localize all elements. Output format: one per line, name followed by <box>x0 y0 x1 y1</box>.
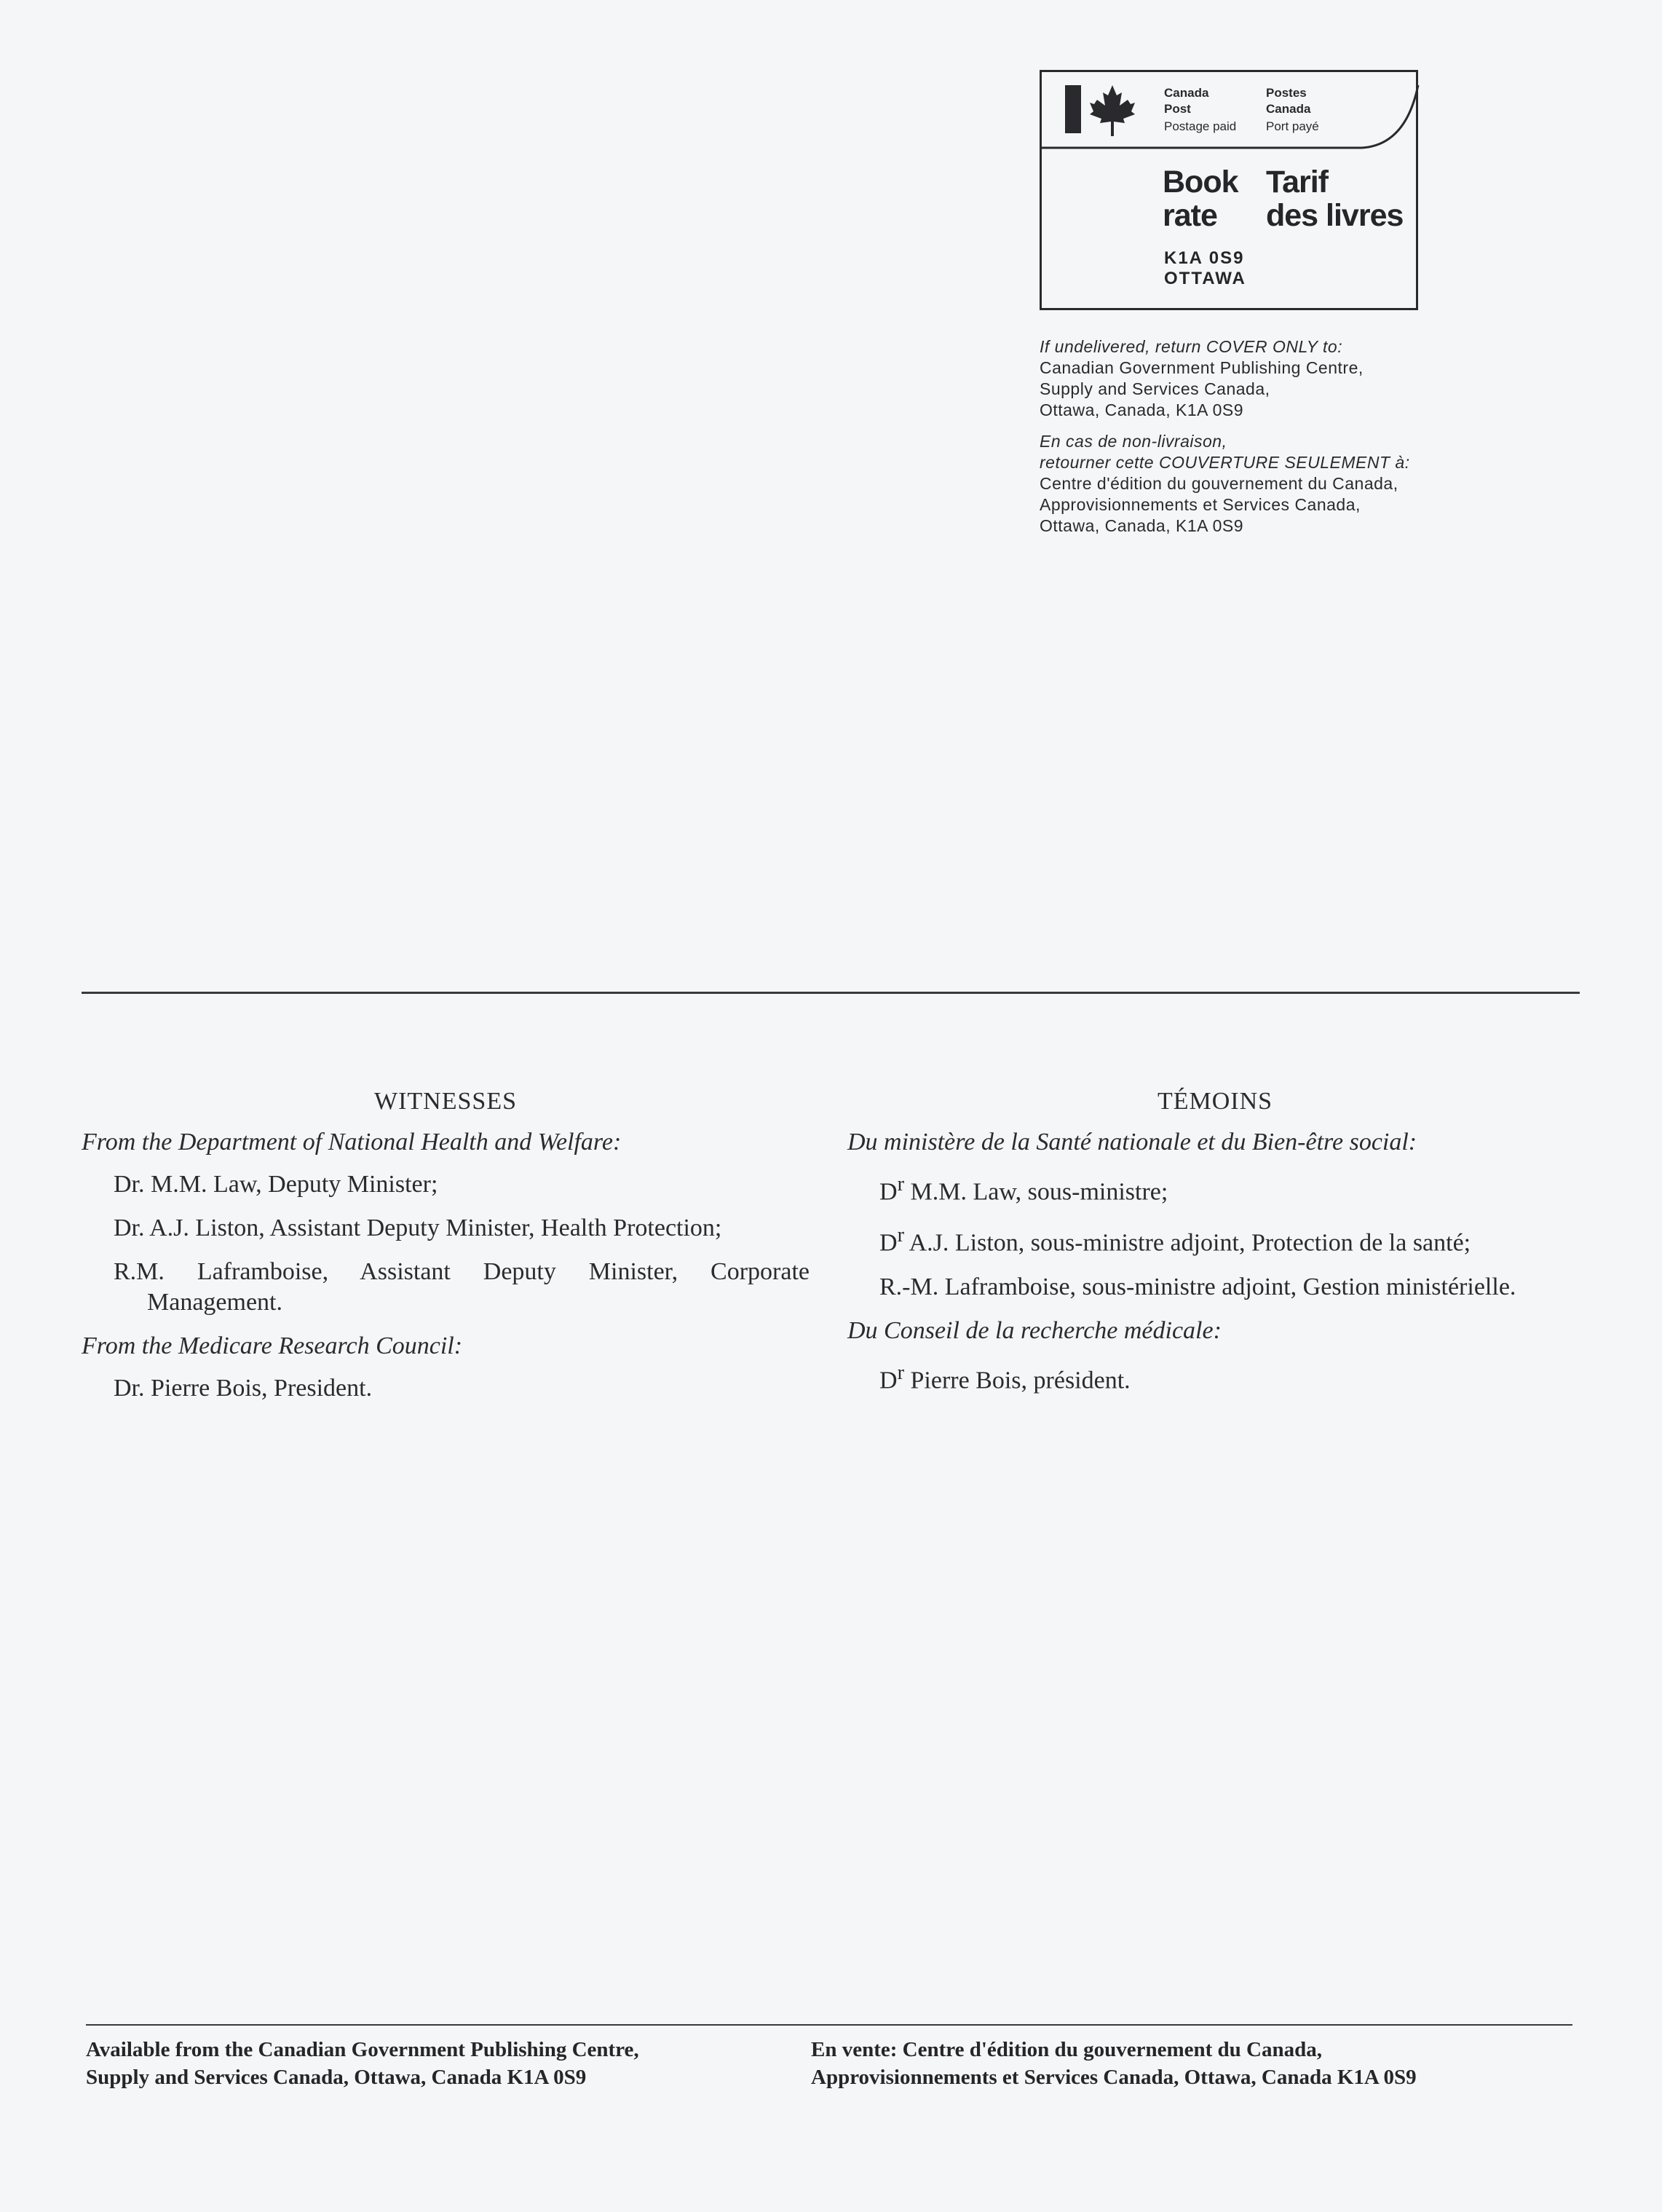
footer-en <box>86 2036 639 2091</box>
canada-fr-label: Canada <box>1266 102 1311 116</box>
witness-fr-text: A.J. Liston, sous-ministre adjoint, Protection de la santé; <box>904 1229 1471 1257</box>
postage-indicia <box>1040 70 1418 310</box>
flag-bar-icon <box>1065 85 1081 133</box>
witnesses-en-column <box>82 1086 810 1417</box>
footer-fr <box>811 2036 1417 2091</box>
footer-divider <box>86 2024 1572 2026</box>
port-paye-label: Port payé <box>1266 119 1319 133</box>
return-en-line1: Canadian Government Publishing Centre, <box>1040 358 1364 377</box>
witnesses-heading: WITNESSES <box>374 1088 517 1115</box>
title-superscript: r <box>897 1224 904 1247</box>
return-en-line3: Ottawa, Canada, K1A 0S9 <box>1040 400 1244 419</box>
title-prefix: D <box>879 1229 898 1257</box>
footer-fr-line1: En vente: Centre d'édition du gouvernement du Canada, <box>811 2038 1322 2061</box>
return-fr-line1: Centre d'édition du gouvernement du Canada, <box>1040 474 1398 493</box>
witness-fr-entry: R.-M. Laframboise, sous-ministre adjoint, Gestion ministérielle. <box>879 1273 1516 1300</box>
footer-en-line2: Supply and Services Canada, Ottawa, Canada K1A 0S9 <box>86 2066 587 2089</box>
witness-en-entry: R.M. Laframboise, Assistant Deputy Minister, Corporate Management. <box>114 1258 810 1316</box>
witness-fr-entry <box>847 1358 1583 1396</box>
des-livres-label: des livres <box>1266 198 1404 233</box>
title-prefix: D <box>879 1178 898 1206</box>
witnesses-fr-dept1: Du ministère de la Santé nationale et du Bien-être social: <box>847 1129 1417 1156</box>
witnesses-fr-column <box>847 1086 1583 1409</box>
tarif-label: Tarif <box>1266 165 1328 200</box>
postage-paid-label: Postage paid <box>1164 119 1237 133</box>
maple-leaf-icon <box>1087 81 1138 139</box>
witnesses-en-dept2: From the Medicare Research Council: <box>82 1332 463 1359</box>
city-label: OTTAWA <box>1164 269 1246 288</box>
footer-en-line1: Available from the Canadian Government Publishing Centre, <box>86 2038 639 2061</box>
witness-en-entry: Dr. M.M. Law, Deputy Minister; <box>114 1171 438 1198</box>
canada-en-label: Canada <box>1164 86 1209 100</box>
witnesses-fr-dept2: Du Conseil de la recherche médicale: <box>847 1316 1222 1344</box>
post-en-label: Post <box>1164 102 1191 116</box>
footer-fr-line2: Approvisionnements et Services Canada, Ottawa, Canada K1A 0S9 <box>811 2066 1417 2089</box>
temoins-heading: TÉMOINS <box>1157 1088 1273 1115</box>
witness-fr-entry <box>847 1220 1583 1258</box>
title-superscript: r <box>897 1173 904 1196</box>
return-fr-line2: Approvisionnements et Services Canada, <box>1040 495 1361 514</box>
witnesses-en-dept1: From the Department of National Health and Welfare: <box>82 1129 622 1156</box>
witness-fr-entry <box>847 1169 1583 1207</box>
return-en-line2: Supply and Services Canada, <box>1040 379 1270 398</box>
section-divider <box>82 992 1580 994</box>
return-fr-line3: Ottawa, Canada, K1A 0S9 <box>1040 516 1244 535</box>
title-prefix: D <box>879 1366 898 1394</box>
return-en-intro: If undelivered, return COVER ONLY to: <box>1040 337 1343 356</box>
postes-fr-label: Postes <box>1266 86 1307 100</box>
book-label: Book <box>1163 165 1238 200</box>
postal-code: K1A 0S9 <box>1164 248 1245 268</box>
witness-en-entry: Dr. Pierre Bois, President. <box>114 1375 373 1402</box>
return-notice <box>1040 336 1549 537</box>
return-fr-intro1: En cas de non-livraison, <box>1040 432 1227 451</box>
witness-en-entry: Dr. A.J. Liston, Assistant Deputy Minister, Health Protection; <box>114 1214 722 1241</box>
title-superscript: r <box>897 1361 904 1384</box>
witness-fr-text: M.M. Law, sous-ministre; <box>904 1178 1168 1206</box>
rate-label: rate <box>1163 198 1217 233</box>
return-fr-intro2: retourner cette COUVERTURE SEULEMENT à: <box>1040 453 1410 472</box>
witness-fr-text: Pierre Bois, président. <box>904 1366 1131 1394</box>
